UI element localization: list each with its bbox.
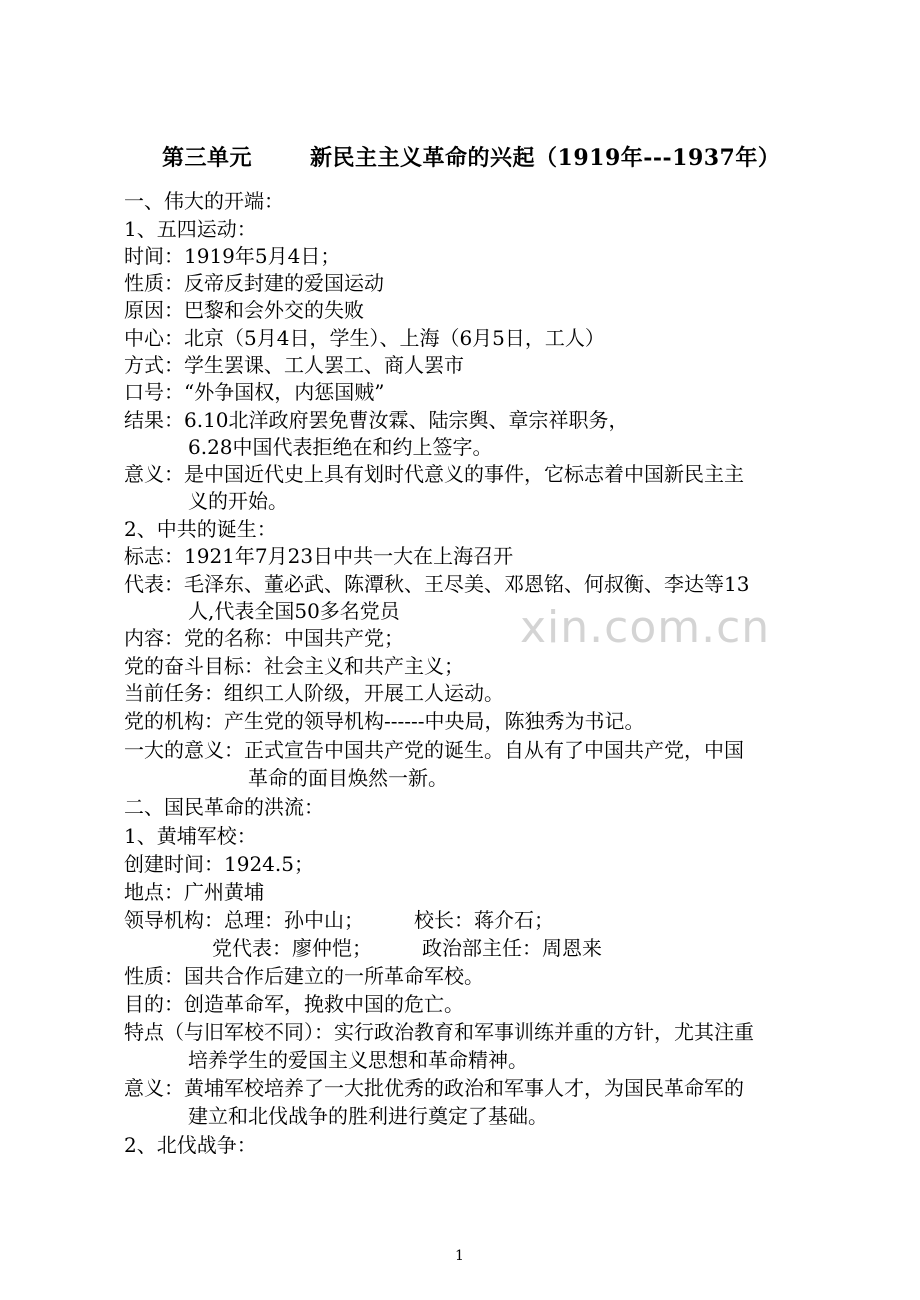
text-line: 性质：国共合作后建立的一所革命军校。 [124, 964, 484, 988]
text-line: 标志：1921年7月23日中共一大在上海召开 [124, 544, 514, 568]
title-topic: 新民主主义革命的兴起（1919年---1937年） [310, 145, 781, 171]
text-line: 代表：毛泽东、董必武、陈潭秋、王尽美、邓恩铭、何叔衡、李达等13 [124, 572, 750, 596]
text-line: 创建时间：1924.5； [124, 852, 314, 876]
text-line: 当前任务：组织工人阶级，开展工人运动。 [124, 681, 504, 705]
page-number: 1 [455, 1248, 464, 1264]
text-line-continued: 6.28中国代表拒绝在和约上签字。 [188, 435, 493, 459]
text-line: 中心：北京（5月4日，学生）、上海（6月5日，工人） [124, 326, 605, 350]
watermark: xin.com.cn [520, 602, 771, 653]
text-line-continued: 义的开始。 [188, 489, 288, 513]
text-line: 口号：“外争国权，内惩国贼” [124, 380, 385, 404]
text-line-continued: 建立和北伐战争的胜利进行奠定了基础。 [188, 1104, 548, 1128]
text-line: 一大的意义：正式宣告中国共产党的诞生。自从有了中国共产党，中国 [124, 738, 744, 762]
text-line: 性质：反帝反封建的爱国运动 [124, 271, 384, 295]
page-title [162, 141, 780, 172]
text-line: 内容：党的名称：中国共产党； [124, 626, 404, 650]
text-line: 意义：是中国近代史上具有划时代意义的事件，它标志着中国新民主主 [124, 462, 744, 486]
subsection-heading: 2、中共的诞生： [124, 517, 277, 541]
text-line-continued: 培养学生的爱国主义思想和革命精神。 [188, 1048, 528, 1072]
title-unit: 第三单元 [162, 145, 253, 171]
text-line: 时间：1919年5月4日； [124, 244, 341, 268]
section-heading: 二、国民革命的洪流： [124, 795, 324, 819]
text-line: 结果：6.10北洋政府罢免曹汝霖、陆宗舆、章宗祥职务， [124, 408, 629, 432]
subsection-heading: 1、黄埔军校： [124, 824, 257, 848]
text-line: 目的：创造革命军，挽救中国的危亡。 [124, 992, 464, 1016]
text-line: 党的机构：产生党的领导机构------中央局，陈独秀为书记。 [124, 709, 645, 733]
text-line: 地点：广州黄埔 [124, 880, 264, 904]
text-line: 特点（与旧军校不同）：实行政治教育和军事训练并重的方针，尤其注重 [124, 1020, 754, 1044]
text-line: 意义：黄埔军校培养了一大批优秀的政治和军事人才，为国民革命军的 [124, 1076, 744, 1100]
section-heading: 一、伟大的开端： [124, 189, 284, 213]
text-line: 领导机构：总理：孙中山； 校长：蒋介石； [124, 908, 554, 932]
text-line: 党的奋斗目标：社会主义和共产主义； [124, 654, 464, 678]
text-line-continued: 革命的面目焕然一新。 [248, 766, 448, 790]
text-line: 方式：学生罢课、工人罢工、商人罢市 [124, 353, 464, 377]
subsection-heading: 1、五四运动： [124, 217, 257, 241]
text-line: 原因：巴黎和会外交的失败 [124, 298, 364, 322]
text-line-continued: 党代表：廖仲恺； 政治部主任：周恩来 [212, 936, 602, 960]
text-line-continued: 人,代表全国50多名党员 [188, 599, 400, 623]
subsection-heading: 2、北伐战争： [124, 1133, 257, 1157]
